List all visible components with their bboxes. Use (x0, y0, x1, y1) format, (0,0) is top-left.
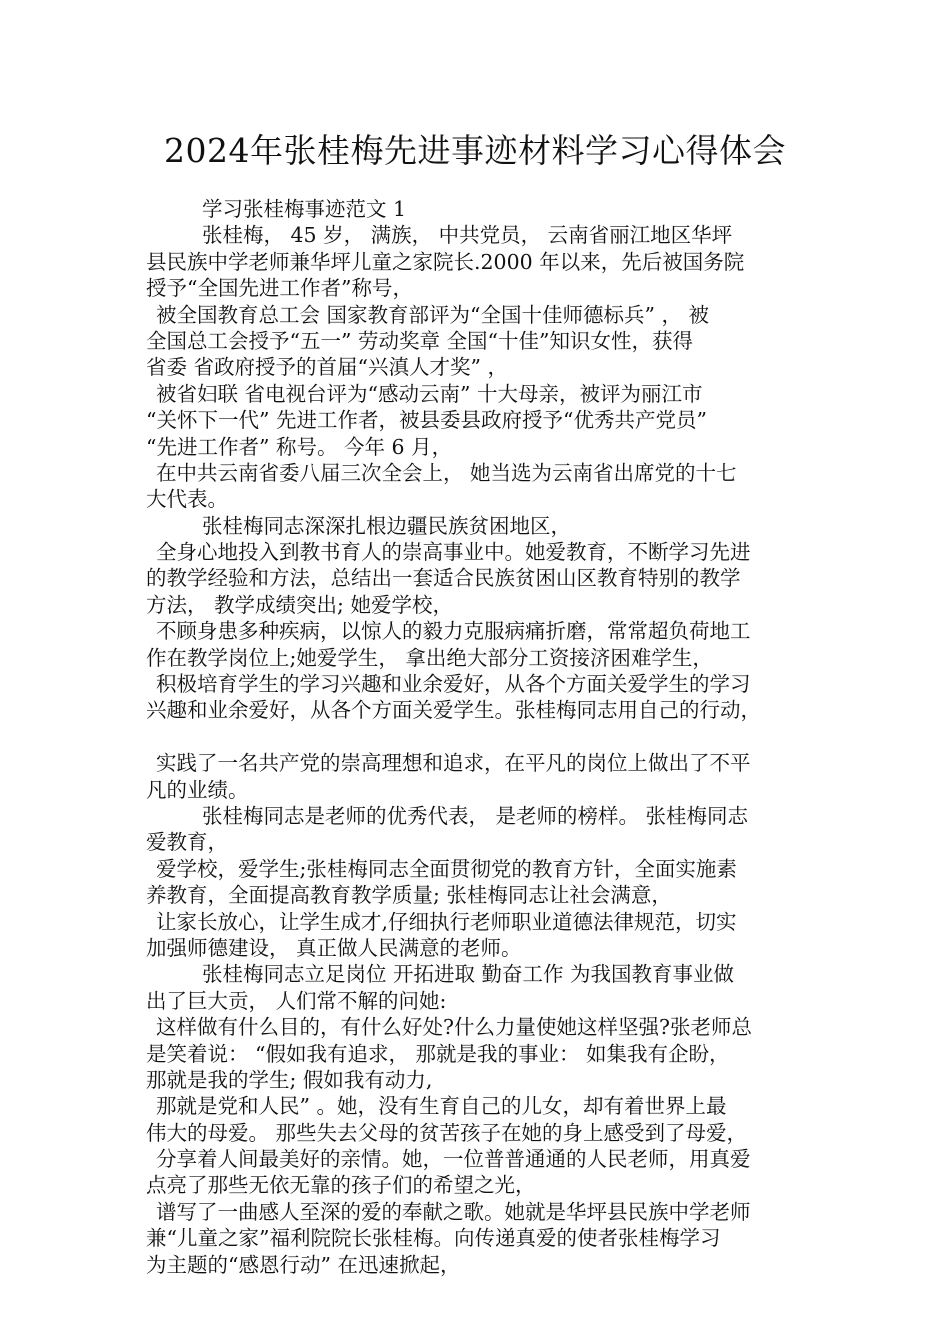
paragraph-line: 加强师德建设， 真正做人民满意的老师。 (146, 935, 522, 960)
paragraph-line: 养教育，全面提高教育教学质量; 张桂梅同志让社会满意， (146, 883, 672, 908)
paragraph-line: 作在教学岗位上;她爱学生， 拿出绝大部分工资接济困难学生， (146, 645, 713, 670)
paragraph-line: 让家长放心，让学生成才,仔细执行老师职业道德法律规范，切实 (156, 909, 737, 934)
paragraph-line: 为主题的“感恩行动” 在迅速掀起， (146, 1252, 461, 1277)
section-heading: 学习张桂梅事迹范文 1 (202, 197, 407, 221)
paragraph-line: 张桂梅， 45 岁， 满族， 中共党员， 云南省丽江地区华坪 (202, 223, 733, 248)
paragraph-line: 张桂梅同志是老师的优秀代表， 是老师的榜样。 张桂梅同志 (202, 803, 749, 828)
paragraph-line: 省委 省政府授予的首届“兴滇人才奖” ， (146, 355, 508, 380)
paragraph-line: “先进工作者” 称号。 今年 6 月， (146, 434, 453, 459)
paragraph-line: 在中共云南省委八届三次全会上， 她当选为云南省出席党的十七 (156, 460, 737, 485)
paragraph-line: 伟大的母爱。 那些失去父母的贫苦孩子在她的身上感受到了母爱， (146, 1120, 748, 1145)
paragraph-line: 点亮了那些无依无靠的孩子们的希望之光， (146, 1173, 536, 1198)
paragraph-line: 出了巨大贡， 人们常不解的问她: (146, 988, 447, 1013)
paragraph-line: 张桂梅同志深深扎根边疆民族贫困地区， (202, 513, 571, 538)
paragraph-line: 全身心地投入到教书育人的崇高事业中。她爱教育，不断学习先进 (156, 540, 751, 565)
paragraph-line: 凡的业绩。 (146, 777, 249, 802)
blank-line (146, 724, 826, 750)
paragraph-line: 授予“全国先进工作者”称号， (146, 276, 413, 301)
paragraph-line: 分享着人间最美好的亲情。她，一位普普通通的人民老师，用真爱 (156, 1147, 751, 1172)
paragraph-line: 不顾身患多种疾病，以惊人的毅力克服病痛折磨，常常超负荷地工 (156, 619, 751, 644)
paragraph-line: 那就是党和人民” 。她，没有生育自己的儿女，却有着世界上最 (156, 1094, 727, 1119)
paragraph-line: 张桂梅同志立足岗位 开拓进取 勤奋工作 为我国教育事业做 (202, 962, 735, 987)
paragraph-line: 县民族中学老师兼华坪儿童之家院长.2000 年以来，先后被国务院 (146, 249, 745, 274)
paragraph-line: 兼“儿童之家”福利院院长张桂梅。向传递真爱的使者张桂梅学习 (146, 1226, 721, 1251)
paragraph-line: 那就是我的学生; 假如我有动力, (146, 1067, 433, 1092)
paragraph-line: 全国总工会授予“五一” 劳动奖章 全国“十佳”知识女性，获得 (146, 328, 693, 353)
paragraph-line: 被省妇联 省电视台评为“感动云南” 十大母亲，被评为丽江市 (156, 381, 703, 406)
paragraph-line: 兴趣和业余爱好，从各个方面关爱学生。张桂梅同志用自己的行动， (146, 698, 761, 723)
paragraph-line: 方法， 教学成绩突出; 她爱学校， (146, 592, 453, 617)
paragraph-line: 被全国教育总工会 国家教育部评为“全国十佳师德标兵” ， 被 (156, 302, 710, 327)
paragraph-line: 实践了一名共产党的崇高理想和追求，在平凡的岗位上做出了不平 (156, 751, 751, 776)
paragraph-line: 这样做有什么目的，有什么好处?什么力量使她这样坚强?张老师总 (156, 1015, 752, 1040)
paragraph-line: “关怀下一代” 先进工作者，被县委县政府授予“优秀共产党员” (146, 408, 707, 433)
paragraph-line: 大代表。 (146, 487, 228, 512)
paragraph-line: 爱教育， (146, 830, 228, 855)
document-body (146, 196, 826, 1278)
paragraph-line: 是笑着说： “假如我有追求， 那就是我的事业： 如集我有企盼， (146, 1041, 730, 1066)
paragraph-line: 的教学经验和方法，总结出一套适合民族贫困山区教育特别的教学 (146, 566, 741, 591)
paragraph-line: 谱写了一曲感人至深的爱的奉献之歌。她就是华坪县民族中学老师 (156, 1199, 751, 1224)
paragraph-line: 积极培育学生的学习兴趣和业余爱好，从各个方面关爱学生的学习 (156, 672, 751, 697)
document-title: 2024年张桂梅先进事迹材料学习心得体会 (164, 131, 786, 170)
paragraph-line: 爱学校，爱学生;张桂梅同志全面贯彻党的教育方针，全面实施素 (156, 856, 737, 881)
